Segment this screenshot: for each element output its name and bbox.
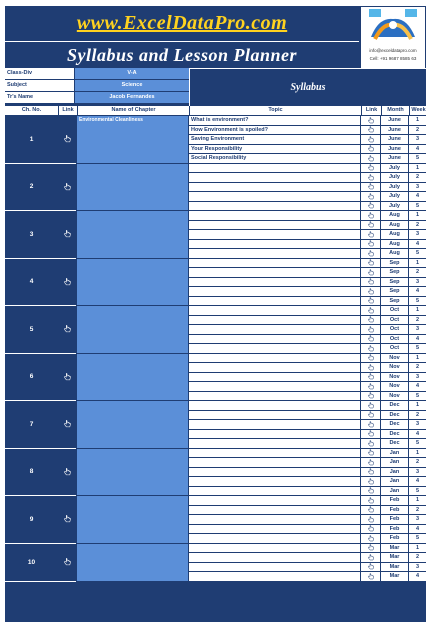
month-cell: Oct: [381, 325, 408, 334]
week-cell: 2: [409, 173, 426, 182]
topic-link-icon[interactable]: [361, 202, 380, 211]
logo-phone: Cell: +91 9687 8585 63: [369, 56, 417, 61]
table-row: [5, 458, 426, 468]
month-cell: Feb: [381, 496, 408, 505]
table-row: [5, 183, 426, 193]
month-cell: June: [381, 135, 408, 144]
week-cell: 2: [409, 553, 426, 562]
info-row-subject: [5, 80, 189, 91]
topic-link-icon[interactable]: [361, 354, 380, 363]
topic-cell[interactable]: [189, 430, 360, 439]
month-cell: June: [381, 116, 408, 125]
topic-cell[interactable]: [189, 487, 360, 496]
topic-link-icon[interactable]: [361, 335, 380, 344]
month-cell: July: [381, 173, 408, 182]
week-cell: 5: [409, 487, 426, 496]
table-row: [5, 572, 426, 582]
table-row: [5, 449, 426, 459]
table-row: [5, 496, 426, 506]
table-row: [5, 382, 426, 392]
topic-link-icon[interactable]: [361, 382, 380, 391]
month-cell: Mar: [381, 544, 408, 553]
subject-label: Subject: [5, 80, 75, 91]
handshake-logo-icon: [369, 9, 417, 43]
table-row: [5, 325, 426, 335]
month-cell: Mar: [381, 563, 408, 572]
month-cell: Oct: [381, 344, 408, 353]
chapter-block: [5, 211, 426, 259]
month-cell: Feb: [381, 515, 408, 524]
chapter-number: 4: [5, 259, 58, 307]
topic-link-icon[interactable]: [361, 259, 380, 268]
chapter-block: [5, 306, 426, 354]
month-cell: Nov: [381, 363, 408, 372]
week-cell: 1: [409, 544, 426, 553]
topic-cell[interactable]: [189, 553, 360, 562]
info-row-class: [5, 68, 189, 79]
topic-cell[interactable]: How Environment is spoiled?: [189, 126, 360, 135]
chapter-number: 7: [5, 401, 58, 449]
subject-value[interactable]: Science: [75, 80, 189, 91]
topic-link-icon[interactable]: [361, 230, 380, 239]
table-row: [5, 544, 426, 554]
topic-link-icon[interactable]: [361, 173, 380, 182]
planner-sheet: [5, 6, 426, 622]
week-cell: 5: [409, 534, 426, 543]
week-cell: 4: [409, 192, 426, 201]
week-cell: 5: [409, 439, 426, 448]
topic-link-icon[interactable]: [361, 297, 380, 306]
col-chapter: Name of Chapter: [77, 106, 189, 115]
month-cell: Jan: [381, 458, 408, 467]
topic-link-icon[interactable]: [361, 392, 380, 401]
topic-cell[interactable]: [189, 297, 360, 306]
month-cell: Jan: [381, 468, 408, 477]
month-cell: Dec: [381, 430, 408, 439]
info-row-teacher: [5, 92, 189, 103]
table-row: [5, 202, 426, 212]
week-cell: 3: [409, 325, 426, 334]
topic-link-icon[interactable]: [361, 544, 380, 553]
topic-cell[interactable]: [189, 534, 360, 543]
table-row: [5, 126, 426, 136]
topic-cell[interactable]: [189, 221, 360, 230]
month-cell: June: [381, 126, 408, 135]
chapter-number: 3: [5, 211, 58, 259]
teacher-label: Tr's Name: [5, 92, 75, 103]
topic-link-icon[interactable]: [361, 515, 380, 524]
topic-link-icon[interactable]: [361, 458, 380, 467]
week-cell: 4: [409, 382, 426, 391]
topic-cell[interactable]: [189, 477, 360, 486]
week-cell: 4: [409, 335, 426, 344]
topic-cell[interactable]: [189, 211, 360, 220]
col-link2: Link: [361, 106, 381, 115]
month-cell: Oct: [381, 306, 408, 315]
site-bar: [5, 6, 359, 40]
topic-cell[interactable]: [189, 164, 360, 173]
week-cell: 2: [409, 316, 426, 325]
month-cell: Jan: [381, 487, 408, 496]
chapter-block: [5, 544, 426, 582]
week-cell: 4: [409, 145, 426, 154]
topic-link-icon[interactable]: [361, 116, 380, 125]
topic-link-icon[interactable]: [361, 344, 380, 353]
table-row: [5, 116, 426, 126]
week-cell: 5: [409, 249, 426, 258]
table-row: [5, 534, 426, 544]
topic-cell[interactable]: [189, 259, 360, 268]
week-cell: 3: [409, 230, 426, 239]
week-cell: 1: [409, 259, 426, 268]
week-cell: 3: [409, 468, 426, 477]
topic-cell[interactable]: [189, 183, 360, 192]
topic-cell[interactable]: [189, 496, 360, 505]
column-header-row: [5, 106, 426, 115]
col-month: Month: [381, 106, 409, 115]
month-cell: June: [381, 154, 408, 163]
month-cell: Oct: [381, 316, 408, 325]
topic-link-icon[interactable]: [361, 506, 380, 515]
week-cell: 3: [409, 563, 426, 572]
week-cell: 4: [409, 477, 426, 486]
table-row: [5, 401, 426, 411]
topic-cell[interactable]: [189, 420, 360, 429]
month-cell: Nov: [381, 354, 408, 363]
title-area: [5, 6, 359, 68]
week-cell: 5: [409, 344, 426, 353]
topic-link-icon[interactable]: [361, 164, 380, 173]
topic-link-icon[interactable]: [361, 278, 380, 287]
month-cell: Nov: [381, 373, 408, 382]
topic-link-icon[interactable]: [361, 363, 380, 372]
topic-cell[interactable]: [189, 192, 360, 201]
topic-link-icon[interactable]: [361, 240, 380, 249]
table-row: [5, 211, 426, 221]
table-row: [5, 306, 426, 316]
topic-link-icon[interactable]: [361, 268, 380, 277]
page-title: Syllabus and Lesson Planner: [66, 45, 298, 65]
month-cell: Feb: [381, 525, 408, 534]
table-row: [5, 363, 426, 373]
month-cell: Dec: [381, 411, 408, 420]
topic-link-icon[interactable]: [361, 525, 380, 534]
month-cell: Nov: [381, 392, 408, 401]
topic-link-icon[interactable]: [361, 487, 380, 496]
week-cell: 3: [409, 373, 426, 382]
month-cell: Aug: [381, 249, 408, 258]
topic-cell[interactable]: [189, 325, 360, 334]
chapter-number: 6: [5, 354, 58, 402]
table-row: [5, 154, 426, 164]
week-cell: 5: [409, 154, 426, 163]
table-row: [5, 515, 426, 525]
table-row: [5, 525, 426, 535]
table-row: [5, 563, 426, 573]
month-cell: Jan: [381, 477, 408, 486]
month-cell: Mar: [381, 553, 408, 562]
topic-cell[interactable]: [189, 335, 360, 344]
topic-cell[interactable]: [189, 230, 360, 239]
title-bar: [5, 41, 359, 69]
week-cell: 3: [409, 278, 426, 287]
table-row: [5, 192, 426, 202]
table-row: [5, 240, 426, 250]
month-cell: Sep: [381, 278, 408, 287]
table-row: [5, 268, 426, 278]
month-cell: July: [381, 164, 408, 173]
week-cell: 2: [409, 363, 426, 372]
table-row: [5, 392, 426, 402]
logo-email: info@exceldatapro.com: [369, 48, 417, 53]
chapter-block: [5, 496, 426, 544]
topic-link-icon[interactable]: [361, 496, 380, 505]
chapter-block: [5, 259, 426, 307]
col-week: Week: [409, 106, 427, 115]
month-cell: Aug: [381, 240, 408, 249]
topic-cell[interactable]: [189, 240, 360, 249]
week-cell: 2: [409, 411, 426, 420]
topic-link-icon[interactable]: [361, 420, 380, 429]
topic-cell[interactable]: [189, 316, 360, 325]
topic-cell[interactable]: [189, 411, 360, 420]
week-cell: 1: [409, 116, 426, 125]
week-cell: 4: [409, 572, 426, 581]
week-cell: 5: [409, 202, 426, 211]
table-row: [5, 259, 426, 269]
table-row: [5, 411, 426, 421]
chapter-block: [5, 164, 426, 212]
topic-cell[interactable]: [189, 458, 360, 467]
table-row: [5, 506, 426, 516]
chapter-name[interactable]: Environmental Cleanliness: [77, 116, 188, 164]
topic-link-icon[interactable]: [361, 373, 380, 382]
month-cell: Jan: [381, 449, 408, 458]
month-cell: Nov: [381, 382, 408, 391]
chapter-block: [5, 449, 426, 497]
class-label: Class-Div: [5, 68, 75, 79]
week-cell: 2: [409, 458, 426, 467]
table-row: [5, 439, 426, 449]
table-row: [5, 287, 426, 297]
week-cell: 3: [409, 420, 426, 429]
topic-link-icon[interactable]: [361, 401, 380, 410]
month-cell: Dec: [381, 401, 408, 410]
topic-link-icon[interactable]: [361, 477, 380, 486]
topic-link-icon[interactable]: [361, 439, 380, 448]
table-row: [5, 354, 426, 364]
logo: [361, 7, 425, 68]
topic-cell[interactable]: [189, 287, 360, 296]
table-row: [5, 468, 426, 478]
table-row: [5, 420, 426, 430]
topic-link-icon[interactable]: [361, 221, 380, 230]
week-cell: 4: [409, 430, 426, 439]
topic-link-icon[interactable]: [361, 430, 380, 439]
week-cell: 4: [409, 240, 426, 249]
table-row: [5, 230, 426, 240]
week-cell: 5: [409, 297, 426, 306]
syllabus-header: [189, 68, 426, 106]
month-cell: July: [381, 192, 408, 201]
class-value[interactable]: V-A: [75, 68, 189, 79]
topic-link-icon[interactable]: [361, 553, 380, 562]
month-cell: June: [381, 145, 408, 154]
chapter-block: [5, 116, 426, 164]
topic-link-icon[interactable]: [361, 183, 380, 192]
topic-link-icon[interactable]: [361, 449, 380, 458]
topic-link-icon[interactable]: [361, 211, 380, 220]
topic-link-icon[interactable]: [361, 572, 380, 581]
topic-link-icon[interactable]: [361, 534, 380, 543]
week-cell: 1: [409, 496, 426, 505]
topic-link-icon[interactable]: [361, 306, 380, 315]
topic-cell[interactable]: [189, 515, 360, 524]
table-row: [5, 221, 426, 231]
month-cell: Sep: [381, 268, 408, 277]
month-cell: Sep: [381, 287, 408, 296]
chapter-block: [5, 401, 426, 449]
month-cell: Aug: [381, 230, 408, 239]
month-cell: July: [381, 202, 408, 211]
topic-link-icon[interactable]: [361, 192, 380, 201]
topic-cell[interactable]: [189, 449, 360, 458]
month-cell: Dec: [381, 439, 408, 448]
week-cell: 4: [409, 287, 426, 296]
topic-cell[interactable]: [189, 373, 360, 382]
week-cell: 2: [409, 506, 426, 515]
month-cell: Sep: [381, 297, 408, 306]
week-cell: 5: [409, 392, 426, 401]
topic-cell[interactable]: [189, 468, 360, 477]
table-row: [5, 135, 426, 145]
table-row: [5, 344, 426, 354]
topic-link-icon[interactable]: [361, 411, 380, 420]
chapter-block: [5, 354, 426, 402]
week-cell: 2: [409, 126, 426, 135]
month-cell: Sep: [381, 259, 408, 268]
topic-cell[interactable]: Your Responsibility: [189, 145, 360, 154]
topic-cell[interactable]: [189, 506, 360, 515]
week-cell: 3: [409, 183, 426, 192]
topic-cell[interactable]: [189, 249, 360, 258]
topic-link-icon[interactable]: [361, 154, 380, 163]
topic-link-icon[interactable]: [361, 468, 380, 477]
topic-cell[interactable]: [189, 525, 360, 534]
month-cell: Feb: [381, 534, 408, 543]
topic-cell[interactable]: [189, 306, 360, 315]
week-cell: 4: [409, 525, 426, 534]
table-row: [5, 278, 426, 288]
table-row: [5, 335, 426, 345]
topic-cell[interactable]: [189, 354, 360, 363]
topic-link-icon[interactable]: [361, 316, 380, 325]
table-row: [5, 373, 426, 383]
syllabus-title: Syllabus: [290, 82, 326, 93]
table-row: [5, 477, 426, 487]
chapter-number: 10: [5, 544, 58, 582]
col-ch-no: Ch. No.: [21, 107, 42, 113]
topic-link-icon[interactable]: [361, 145, 380, 154]
chapter-number: 9: [5, 496, 58, 544]
table-row: [5, 316, 426, 326]
month-cell: July: [381, 183, 408, 192]
topic-cell[interactable]: What is environment?: [189, 116, 360, 125]
topic-cell[interactable]: [189, 278, 360, 287]
topic-link-icon[interactable]: [361, 563, 380, 572]
chapter-number: 1: [5, 116, 58, 164]
col-link: Link: [58, 106, 77, 115]
week-cell: 2: [409, 268, 426, 277]
chapter-number: 2: [5, 164, 58, 212]
month-cell: Dec: [381, 420, 408, 429]
topic-cell[interactable]: [189, 401, 360, 410]
table-row: [5, 553, 426, 563]
topic-cell[interactable]: [189, 439, 360, 448]
topic-cell[interactable]: [189, 344, 360, 353]
table-row: [5, 249, 426, 259]
week-cell: 1: [409, 306, 426, 315]
table-row: [5, 430, 426, 440]
week-cell: 1: [409, 449, 426, 458]
table-row: [5, 173, 426, 183]
month-cell: Aug: [381, 221, 408, 230]
topic-link-icon[interactable]: [361, 287, 380, 296]
col-topic: Topic: [189, 106, 361, 115]
topic-cell[interactable]: [189, 173, 360, 182]
week-cell: 1: [409, 354, 426, 363]
topic-cell[interactable]: [189, 268, 360, 277]
table-row: [5, 145, 426, 155]
chapter-number: 5: [5, 306, 58, 354]
topic-cell[interactable]: Saving Environment: [189, 135, 360, 144]
week-cell: 1: [409, 211, 426, 220]
topic-link-icon[interactable]: [361, 135, 380, 144]
month-cell: Mar: [381, 572, 408, 581]
week-cell: 1: [409, 164, 426, 173]
topic-cell[interactable]: [189, 544, 360, 553]
topic-cell[interactable]: [189, 382, 360, 391]
site-link[interactable]: www.ExcelDataPro.com: [76, 11, 288, 34]
month-cell: Aug: [381, 211, 408, 220]
week-cell: 3: [409, 515, 426, 524]
topic-cell[interactable]: [189, 572, 360, 581]
chapter-number: 8: [5, 449, 58, 497]
month-cell: Feb: [381, 506, 408, 515]
table-row: [5, 164, 426, 174]
topic-cell[interactable]: Social Responsibility: [189, 154, 360, 163]
topic-cell[interactable]: [189, 363, 360, 372]
topic-link-icon[interactable]: [361, 126, 380, 135]
topic-cell[interactable]: [189, 563, 360, 572]
month-cell: Oct: [381, 335, 408, 344]
week-cell: 3: [409, 135, 426, 144]
week-cell: 1: [409, 401, 426, 410]
teacher-value[interactable]: Jacob Fernandes: [75, 92, 189, 103]
topic-link-icon[interactable]: [361, 325, 380, 334]
table-row: [5, 297, 426, 307]
topic-cell[interactable]: [189, 392, 360, 401]
week-cell: 2: [409, 221, 426, 230]
topic-link-icon[interactable]: [361, 249, 380, 258]
topic-cell[interactable]: [189, 202, 360, 211]
table-row: [5, 487, 426, 497]
